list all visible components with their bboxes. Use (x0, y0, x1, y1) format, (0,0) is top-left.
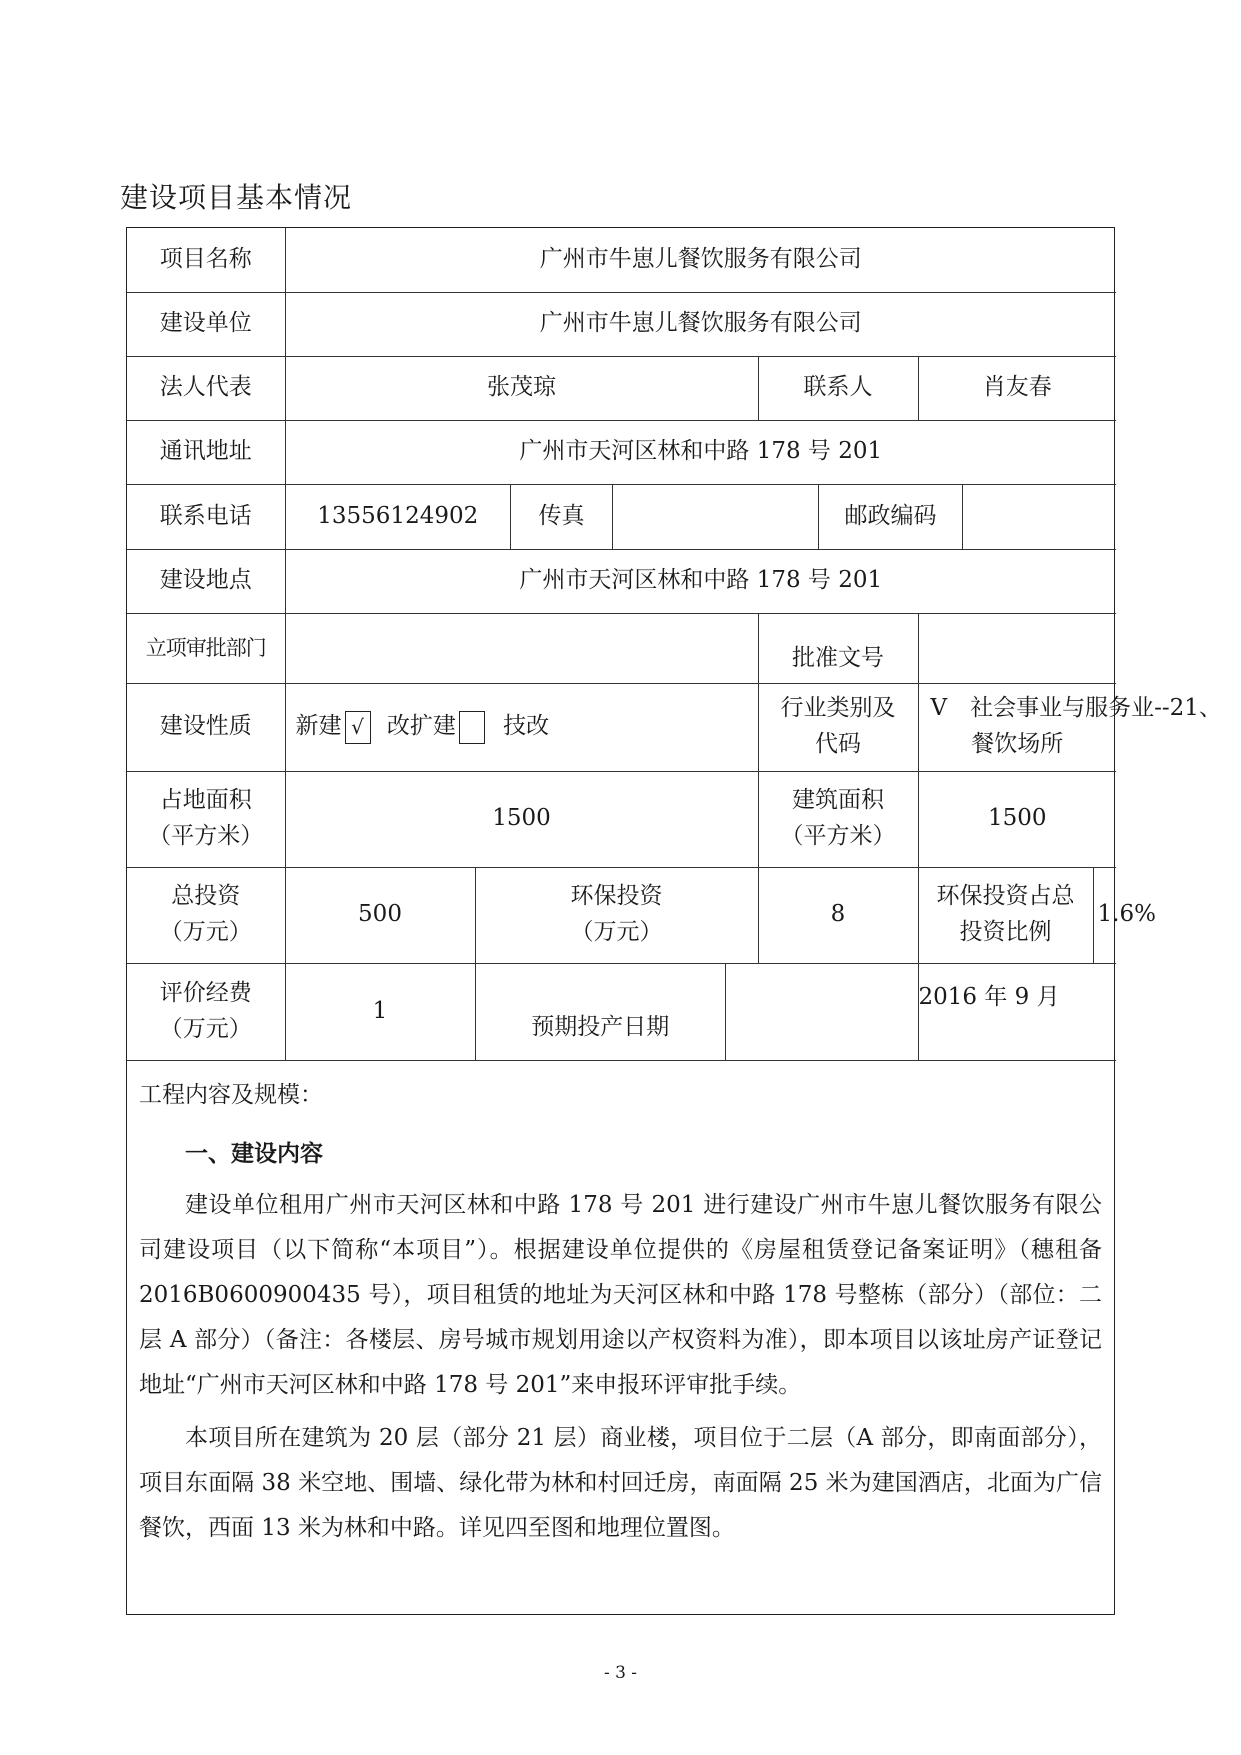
row-legal-rep (127, 356, 1116, 420)
label-industry-line2: 代码 (815, 731, 861, 757)
value-eval-fee: 1 (285, 963, 475, 1060)
page-number: - 3 - (603, 1663, 638, 1683)
label-building-area-line1: 建筑面积 (792, 787, 884, 814)
label-site: 建设地点 (127, 549, 285, 613)
value-fax (613, 485, 819, 549)
value-industry-line1: V 社会事业与服务业--21、 (930, 695, 1222, 722)
option-expand-label: 改扩建 (386, 713, 456, 740)
label-env-investment (475, 867, 758, 963)
label-postcode: 邮政编码 (819, 485, 963, 549)
value-env-ratio: 1.6% (1093, 867, 1116, 963)
label-industry (758, 683, 918, 771)
row-eval-fee (127, 963, 1116, 1060)
label-legal-rep: 法人代表 (127, 356, 285, 420)
option-new-label: 新建 (295, 713, 342, 740)
row-phone (127, 484, 1116, 549)
value-total-investment: 500 (285, 867, 475, 963)
label-eval-fee (127, 963, 285, 1060)
phone-subtable (286, 485, 1117, 549)
row-site (127, 549, 1116, 613)
nature-options (285, 683, 758, 771)
label-industry-line1: 行业类别及 (780, 695, 896, 722)
label-land-area (127, 771, 285, 867)
value-address: 广州市天河区林和中路 178 号 201 (285, 420, 1116, 484)
label-contact-person: 联系人 (758, 356, 918, 420)
row-investment (127, 867, 1116, 963)
value-land-area: 1500 (285, 771, 758, 867)
label-env-investment-line2: （万元） (570, 919, 663, 945)
label-land-area-line2: （平方米） (148, 823, 264, 849)
value-postcode (963, 485, 1117, 549)
value-legal-rep: 张茂琼 (285, 356, 758, 420)
label-approval-dept: 立项审批部门 (127, 613, 285, 683)
label-construction-unit: 建设单位 (127, 292, 285, 356)
label-production-date: 预期投产日期 (476, 964, 726, 1060)
project-info-table (127, 228, 1222, 1061)
content-heading: 一、建设内容 (185, 1140, 323, 1167)
content-paragraph-2: 本项目所在建筑为 20 层（部分 21 层）商业楼，项目位于二层（A 部分，即南面部分），项目东面隔 38 米空地、围墙、绿化带为林和村回迁房，南面隔 25 米为建国酒店，北面为广信餐饮，西面 13 米为林和中路。详见四至图和地理位置图。 (139, 1424, 1102, 1541)
value-approval-dept (285, 613, 758, 683)
production-date-subtable (476, 964, 918, 1060)
label-project-name: 项目名称 (127, 228, 285, 292)
page-title: 建设项目基本情况 (120, 181, 353, 214)
label-fax: 传真 (511, 485, 613, 549)
option-expand-checkbox[interactable] (459, 711, 485, 744)
label-building-area-line2: （平方米） (780, 823, 896, 849)
label-eval-fee-line2: （万元） (159, 1015, 252, 1042)
row-project-name (127, 228, 1116, 292)
option-new-checkbox[interactable]: √ (345, 711, 371, 744)
label-eval-fee-line1: 评价经费 (159, 979, 252, 1006)
value-contact-person: 肖友春 (918, 356, 1116, 420)
row-area (127, 771, 1116, 867)
value-production-date-left (726, 964, 918, 1060)
value-env-investment: 8 (758, 867, 918, 963)
label-total-investment (127, 867, 285, 963)
content-label: 工程内容及规模： (139, 1081, 323, 1108)
value-industry-line2: 餐饮场所 (971, 731, 1064, 757)
label-nature: 建设性质 (127, 683, 285, 771)
label-approval-no: 批准文号 (758, 613, 918, 683)
label-land-area-line1: 占地面积 (159, 787, 252, 814)
label-env-ratio-line1: 环保投资占总 (936, 883, 1075, 910)
label-total-investment-line1: 总投资 (171, 883, 241, 910)
project-info-form (126, 227, 1222, 1615)
label-address: 通讯地址 (127, 420, 285, 484)
content-paragraph-1: 建设单位租用广州市天河区林和中路 178 号 201 进行建设广州市牛崽儿餐饮服务有限公司建设项目（以下简称“本项目”）。根据建设单位提供的《房屋租赁登记备案证明》（穗租备 2016B0600900435 号），项目租赁的地址为天河区林和中路 178 号整栋（部分）（部位：二层 A 部分）（备注：各楼层、房号城市规划用途以产权资料为准），即本项目以该址房产证登记地址“广州市天河区林和中路 178 号 201”来申报环评审批手续。 (139, 1191, 1102, 1398)
value-phone: 13556124902 (286, 485, 511, 549)
row-construction-unit (127, 292, 1116, 356)
label-env-investment-line1: 环保投资 (570, 883, 663, 910)
value-industry (918, 683, 1222, 771)
value-building-area: 1500 (918, 771, 1116, 867)
row-address (127, 420, 1116, 484)
value-approval-no (918, 613, 1116, 683)
value-production-date: 2016 年 9 月 (918, 963, 1116, 1060)
value-construction-unit: 广州市牛崽儿餐饮服务有限公司 (285, 292, 1116, 356)
value-site: 广州市天河区林和中路 178 号 201 (285, 549, 1116, 613)
label-phone: 联系电话 (127, 484, 285, 549)
row-nature (127, 683, 1116, 771)
label-env-ratio-line2: 投资比例 (959, 919, 1052, 945)
project-content (127, 1061, 1114, 1551)
label-building-area (758, 771, 918, 867)
label-total-investment-line2: （万元） (159, 919, 252, 945)
option-tech-label: 技改 (503, 713, 550, 740)
row-approval (127, 613, 1116, 683)
value-project-name: 广州市牛崽儿餐饮服务有限公司 (285, 228, 1116, 292)
label-env-ratio (918, 867, 1093, 963)
